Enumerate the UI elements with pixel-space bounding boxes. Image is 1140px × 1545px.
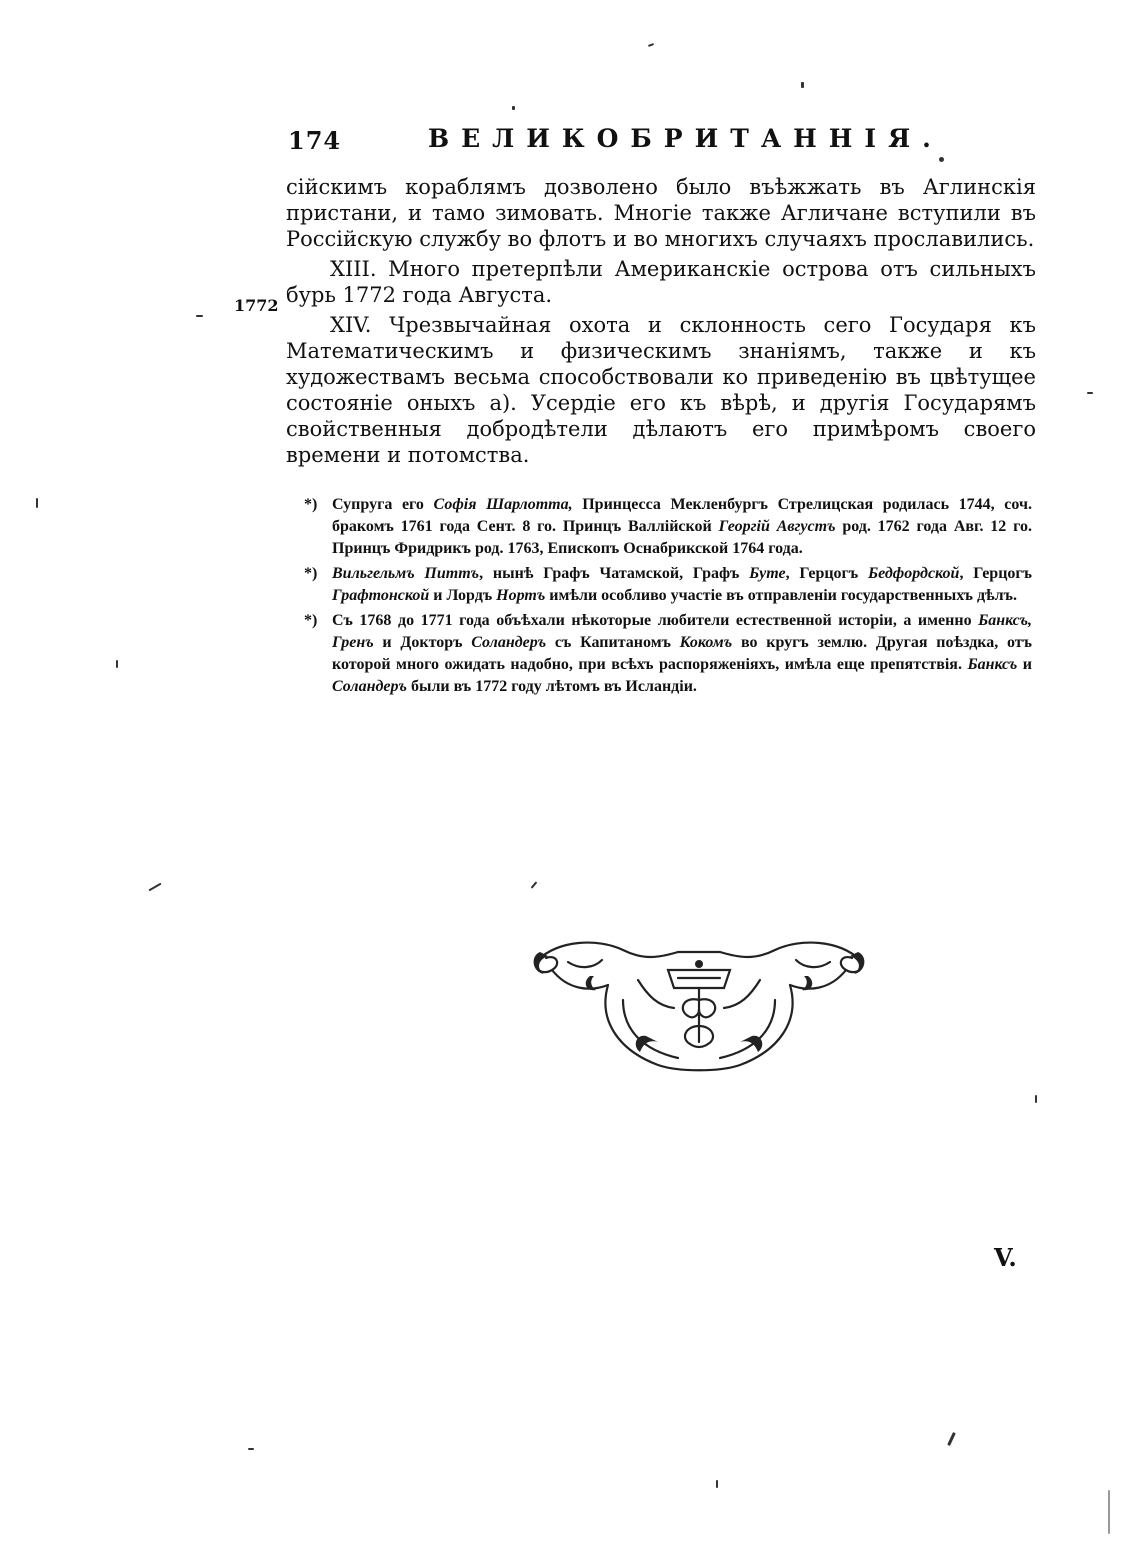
scan-speck <box>531 881 538 888</box>
footnote-mark: *) <box>304 565 318 582</box>
footnotes <box>304 494 1032 701</box>
scan-speck <box>148 883 161 892</box>
scan-speck <box>512 106 515 110</box>
paragraph-xiv: XIV. Чрезвычайная охота и склонность сего Государя къ Математическимъ и физическимъ знаніямъ, также и къ художествамъ весьма способствовали ко приведенію въ цвѣтущее состояніе оныхъ а). Усердіе его къ вѣрѣ, и другія Государямъ свойственныя добродѣтели дѣлаютъ его примѣромъ своего времени и потомства. <box>286 313 1036 467</box>
scan-speck <box>196 315 203 317</box>
main-text <box>286 174 1036 472</box>
footnote-mark: *) <box>304 496 318 513</box>
page-header <box>288 122 943 162</box>
footnote-1: *) Супруга его Софія Шарлотта, Принцесса Мекленбургъ Стрелицская родилась 1744, соч. бракомъ 1761 года Сент. 8 го. Принцъ Валлійской Георгій Августъ род. 1762 года Авг. 12 го. Принцъ Фридрикъ род. 1763, Епископъ Оснабрикской 1764 года. <box>304 496 1032 557</box>
scan-speck <box>1035 1095 1037 1103</box>
footnote-3: *) Съ 1768 до 1771 года объѣхали нѣкоторые любители естественной исторіи, а именно Банксъ, Гренъ и Докторъ Соландеръ съ Капитаномъ Кокомъ во кругъ землю. Другая поѣздка, отъ которой много ожидать надобно, при всѣхъ распоряженіяхъ, имѣла еще препятствія. Банксъ и Соландеръ были въ 1772 году лѣтомъ въ Исландіи. <box>304 612 1033 695</box>
scan-speck <box>947 1432 956 1446</box>
scan-speck <box>716 1480 718 1488</box>
running-title: ВЕЛИКОБРИТАННІЯ. <box>428 124 943 153</box>
scan-speck <box>1108 1490 1110 1534</box>
scan-speck <box>36 498 38 508</box>
scan-speck <box>801 82 804 88</box>
scan-speck <box>248 1448 254 1450</box>
catchword: V. <box>994 1243 1017 1272</box>
margin-note-year: 1772 <box>234 296 279 315</box>
paragraph-continuation: сійскимъ кораблямъ дозволено было въѣжжать въ Аглинскія пристани, и тамо зимовать. Многіе также Агличане вступили въ Россійскую службу во флотъ и во многихъ случаяхъ прославились. <box>286 175 1036 251</box>
scan-speck <box>939 157 944 162</box>
scan-speck <box>648 43 654 47</box>
scan-speck <box>1087 392 1093 394</box>
page-number: 174 <box>288 126 342 155</box>
paragraph-xiii: XIII. Много претерпѣли Американскіе острова отъ сильныхъ бурь 1772 года Августа. <box>286 257 1036 307</box>
footnote-2: *) Вильгельмъ Питтъ, нынѣ Графъ Чатамской, Графъ Буте, Герцогъ Бедфордской, Герцогъ Графтонской и Лордъ Нортъ имѣли особливо участіе въ отправленіи государственныхъ дѣлъ. <box>304 565 1033 604</box>
scan-speck <box>116 660 118 668</box>
tailpiece-ornament-icon <box>528 930 870 1080</box>
footnote-mark: *) <box>304 612 318 629</box>
